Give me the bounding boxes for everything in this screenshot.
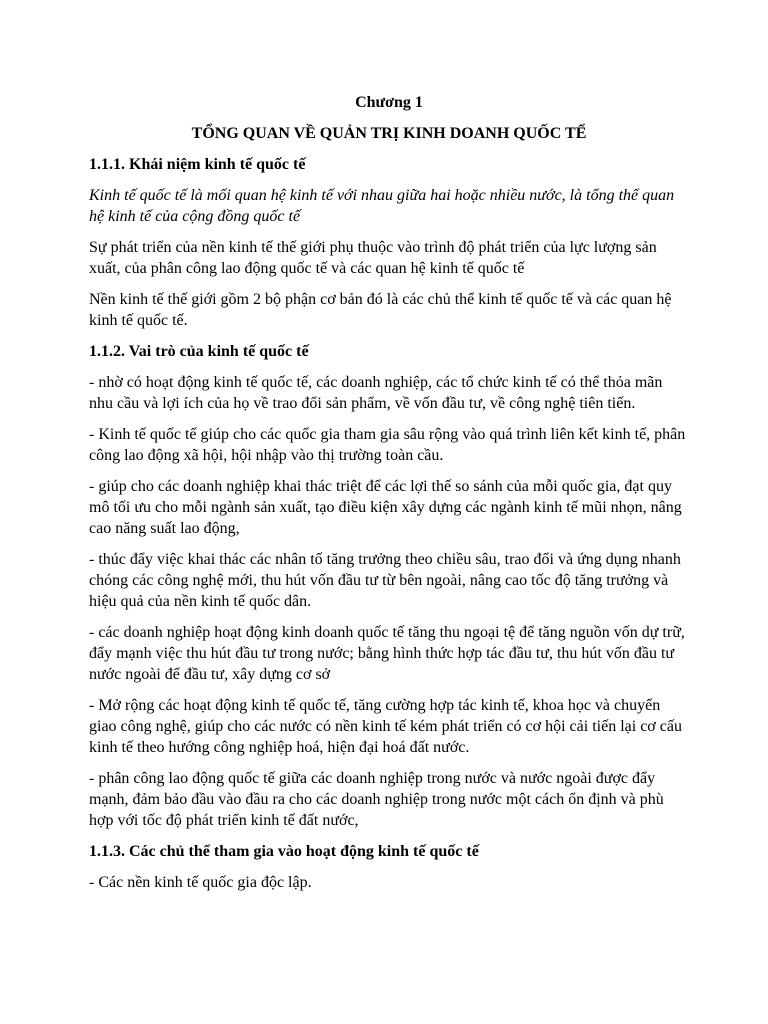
section-heading-1-1-1: 1.1.1. Khái niệm kinh tế quốc tế (89, 156, 306, 173)
definition-paragraph: Kinh tế quốc tế là mối quan hệ kinh tế với nhau giữa hai hoặc nhiều nước, là tổng thể quan hệ kinh tế của cộng đồng quốc tế (89, 187, 675, 225)
section-heading-1-1-3: 1.1.3. Các chủ thể tham gia vào hoạt động kinh tế quốc tế (89, 843, 479, 860)
paragraph: Sự phát triển của nền kinh tế thế giới phụ thuộc vào trình độ phát triển của lực lượng sản xuất, của phân công lao động quốc tế và các quan hệ kinh tế quốc tế (89, 239, 657, 277)
list-item: - phân công lao động quốc tế giữa các doanh nghiệp trong nước và nước ngoài được đẩy mạnh, đảm bảo đầu vào đầu ra cho các doanh nghiệp trong nước một cách ổn định và phù hợp với tốc độ phát triển kinh tế đất nước, (89, 770, 664, 829)
list-item: - Các nền kinh tế quốc gia độc lập. (89, 874, 312, 891)
chapter-label: Chương 1 (355, 94, 423, 111)
list-item: - Mở rộng các hoạt động kinh tế quốc tế, tăng cường hợp tác kinh tế, khoa học và chuyển giao công nghệ, giúp cho các nước có nền kinh tế kém phát triển có cơ hội cải tiến lại cơ cấu kinh tế theo hướng công nghiệp hoá, hiện đại hoá đất nước. (89, 697, 682, 756)
list-item: - thúc đẩy việc khai thác các nhân tố tăng trưởng theo chiều sâu, trao đổi và ứng dụng nhanh chóng các công nghệ mới, thu hút vốn đầu tư từ bên ngoài, nâng cao tốc độ tăng trưởng và hiệu quả của nền kinh tế quốc dân. (89, 551, 681, 610)
list-item: - giúp cho các doanh nghiệp khai thác triệt để các lợi thế so sánh của mỗi quốc gia, đạt quy mô tối ưu cho mỗi ngành sản xuất, tạo điều kiện xây dựng các ngành kinh tế mũi nhọn, nâng cao năng suất lao động, (89, 478, 682, 537)
document-page (89, 92, 689, 903)
document-title: TỔNG QUAN VỀ QUẢN TRỊ KINH DOANH QUỐC TẾ (191, 125, 587, 142)
section-heading-1-1-2: 1.1.2. Vai trò của kinh tế quốc tế (89, 343, 309, 360)
list-item: - Kinh tế quốc tế giúp cho các quốc gia tham gia sâu rộng vào quá trình liên kết kinh tế, phân công lao động xã hội, hội nhập vào thị trường toàn cầu. (89, 426, 686, 464)
paragraph: Nền kinh tế thế giới gồm 2 bộ phận cơ bản đó là các chủ thể kinh tế quốc tế và các quan hệ kinh tế quốc tế. (89, 291, 672, 329)
list-item: - nhờ có hoạt động kinh tế quốc tế, các doanh nghiệp, các tổ chức kinh tế có thể thỏa mãn nhu cầu và lợi ích của họ về trao đổi sản phẩm, về vốn đầu tư, về công nghệ tiên tiến. (89, 374, 663, 412)
list-item: - các doanh nghiệp hoạt động kinh doanh quốc tế tăng thu ngoại tệ để tăng nguồn vốn dự trữ, đẩy mạnh việc thu hút đầu tư trong nước; bằng hình thức hợp tác đầu tư, thu hút vốn đầu tư nước ngoài để đầu tư, xây dựng cơ sở (89, 624, 685, 683)
